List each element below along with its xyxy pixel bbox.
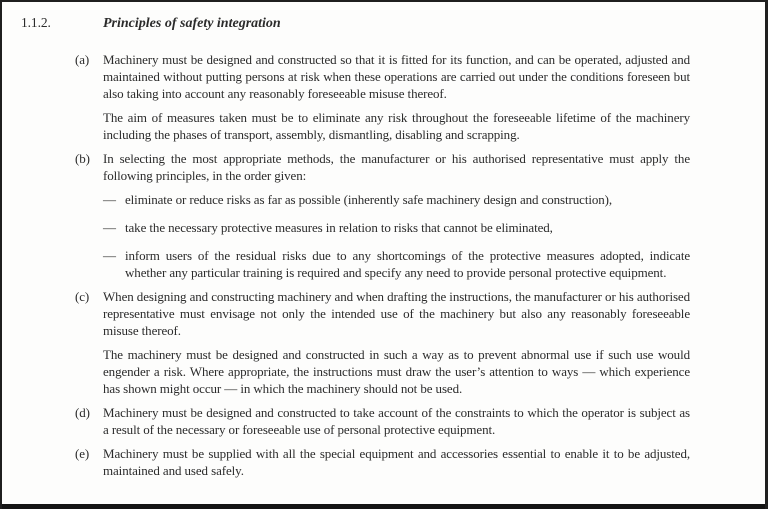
- clause-body: [103, 150, 690, 288]
- clause-body: [103, 445, 690, 486]
- em-dash-bullet: —: [103, 192, 116, 207]
- paragraph: In selecting the most appropriate methods, the manufacturer or his authorised representative must apply the following principles, in the order given:: [103, 151, 690, 183]
- paragraph: inform users of the residual risks due to any shortcomings of the protective measures adopted, indicate whether any particular training is required and specify any need to provide personal protective equipment.: [125, 248, 690, 280]
- paragraph: When designing and constructing machinery and when drafting the instructions, the manufacturer or his authorised representative must envisage not only the intended use of the machinery but also any reasonably foreseeable misuse thereof.: [103, 289, 690, 338]
- section-heading: [21, 14, 690, 32]
- paragraph: The aim of measures taken must be to eliminate any risk throughout the foreseeable lifetime of the machinery including the phases of transport, assembly, dismantling, disabling and scrapping.: [103, 110, 690, 142]
- clause-label: (c): [75, 289, 90, 304]
- dash-item: [103, 247, 690, 281]
- clause-list: [75, 51, 690, 486]
- clause-label: (d): [75, 405, 90, 420]
- em-dash-bullet: —: [103, 248, 116, 263]
- clause-e: [75, 445, 690, 486]
- dash-item: [103, 219, 690, 236]
- clause-c: [75, 288, 690, 404]
- clause-body: [103, 288, 690, 404]
- paragraph: eliminate or reduce risks as far as possible (inherently safe machinery design and construction),: [125, 192, 613, 207]
- clause-a: [75, 51, 690, 150]
- clause-label: (b): [75, 151, 90, 166]
- paragraph: Machinery must be designed and constructed so that it is fitted for its function, and can be operated, adjusted and maintained without putting persons at risk when these operations are carried out under the conditions foreseen but also taking into account any reasonably foreseeable misuse thereof.: [103, 52, 690, 101]
- clause-d: [75, 404, 690, 445]
- clause-body: [103, 404, 690, 445]
- paragraph: take the necessary protective measures in relation to risks that cannot be eliminated,: [125, 220, 553, 235]
- page-bottom-rule: [2, 504, 765, 509]
- clause-label: (a): [75, 52, 90, 67]
- dash-item: [103, 191, 690, 208]
- clause-body: [103, 51, 690, 150]
- paragraph: Machinery must be designed and constructed to take account of the constraints to which the operator is subject as a result of the necessary or foreseeable use of personal protective equipment.: [103, 405, 690, 437]
- section-number: 1.1.2.: [21, 15, 51, 30]
- em-dash-bullet: —: [103, 220, 116, 235]
- section-content: [2, 2, 765, 486]
- clause-label: (e): [75, 446, 90, 461]
- section-title: Principles of safety integration: [103, 16, 281, 31]
- clause-b: [75, 150, 690, 288]
- paragraph: The machinery must be designed and constructed in such a way as to prevent abnormal use if such use would engender a risk. Where appropriate, the instructions must draw the user’s attention to ways — which experience has shown might occur — in which the machinery should not be used.: [103, 347, 690, 396]
- paragraph: Machinery must be supplied with all the special equipment and accessories essential to enable it to be adjusted, maintained and used safely.: [103, 446, 690, 478]
